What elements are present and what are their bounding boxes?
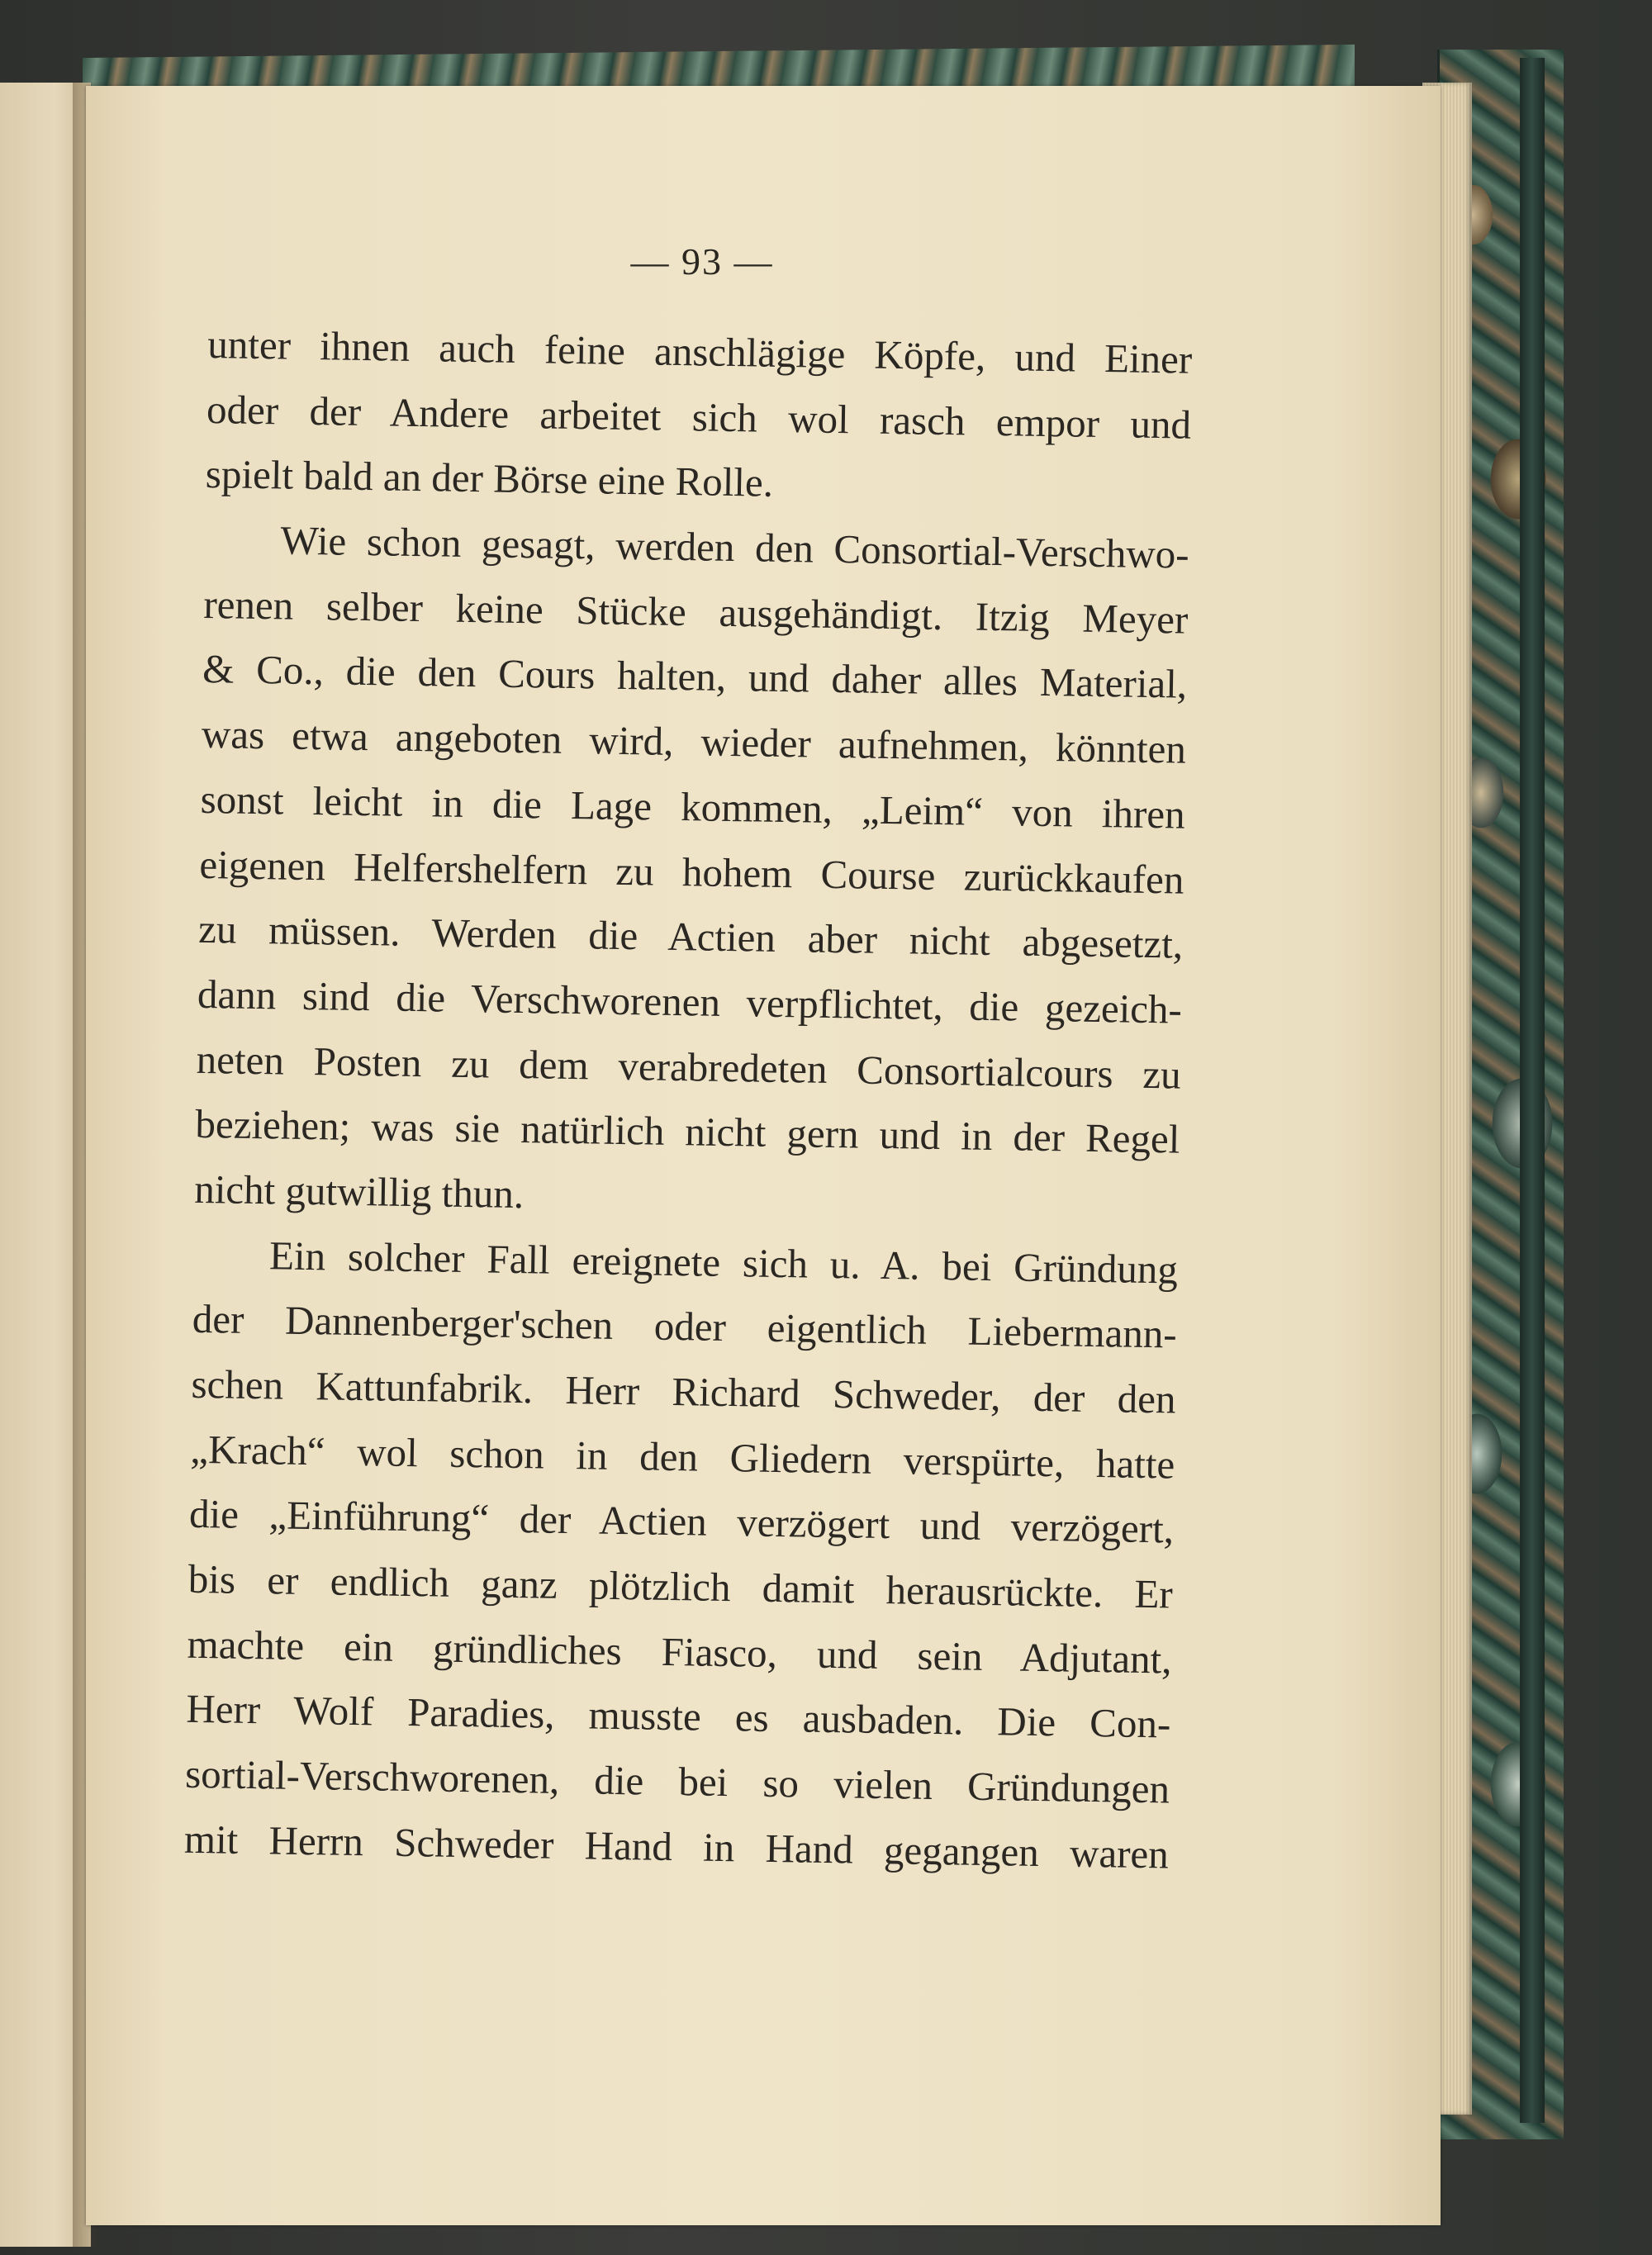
text-line: spielt bald an der Börse eine Rolle. <box>205 451 774 506</box>
text-line: neten Posten zu dem verabredeten Consortialcours zu <box>196 1036 1182 1098</box>
text-line: mit Herrn Schweder Hand in Hand gegangen waren <box>183 1816 1170 1878</box>
text-line: zu müssen. Werden die Actien aber nicht abgesetzt, <box>197 906 1184 967</box>
text-line: beziehen; was sie natürlich nicht gern und in der Regel <box>195 1101 1180 1162</box>
body-text <box>183 312 1193 1887</box>
text-line: renen selber keine Stücke ausgehändigt. Itzig Meyer <box>203 581 1189 643</box>
text-line: bis er endlich ganz plötzlich damit herausrückte. Er <box>188 1555 1174 1617</box>
text-line: die „Einführung“ der Actien verzögert und verzögert, <box>188 1491 1175 1552</box>
text-line: oder der Andere arbeitet sich wol rasch empor und <box>206 386 1192 448</box>
text-line: schen Kattunfabrik. Herr Richard Schweder, der den <box>191 1360 1176 1422</box>
cover-edge <box>1520 58 1545 2123</box>
page-number: — 93 — <box>630 240 774 282</box>
text-line: Herr Wolf Paradies, musste es ausbaden. Die Con- <box>186 1686 1171 1747</box>
text-line: & Co., die den Cours halten, und daher alles Material, <box>202 646 1188 708</box>
text-line: „Krach“ wol schon in den Gliedern verspürte, hatte <box>189 1426 1175 1488</box>
text-line: machte ein gründliches Fiasco, und sein Adjutant, <box>187 1621 1172 1683</box>
text-line: sortial-Verschworenen, die bei so vielen Gründungen <box>184 1750 1170 1812</box>
text-line: Ein solcher Fall ereignete sich u. A. bei Gründung <box>268 1232 1179 1293</box>
text-line: dann sind die Verschworenen verpflichtet, die gezeich- <box>197 971 1183 1033</box>
text-line: nicht gutwillig thun. <box>193 1165 525 1218</box>
text-line: was etwa angeboten wird, wieder aufnehmen, könnten <box>201 711 1187 772</box>
text-line: der Dannenberger'schen oder eigentlich Liebermann- <box>192 1296 1178 1357</box>
text-line: Wie schon gesagt, werden den Consortial-Verschwo- <box>280 517 1189 577</box>
text-line: eigenen Helfershelfern zu hohem Course zurückkaufen <box>199 841 1184 903</box>
text-line: unter ihnen auch feine anschlägige Köpfe, und Einer <box>206 320 1193 382</box>
text-line: sonst leicht in die Lage kommen, „Leim“ von ihren <box>200 776 1186 838</box>
